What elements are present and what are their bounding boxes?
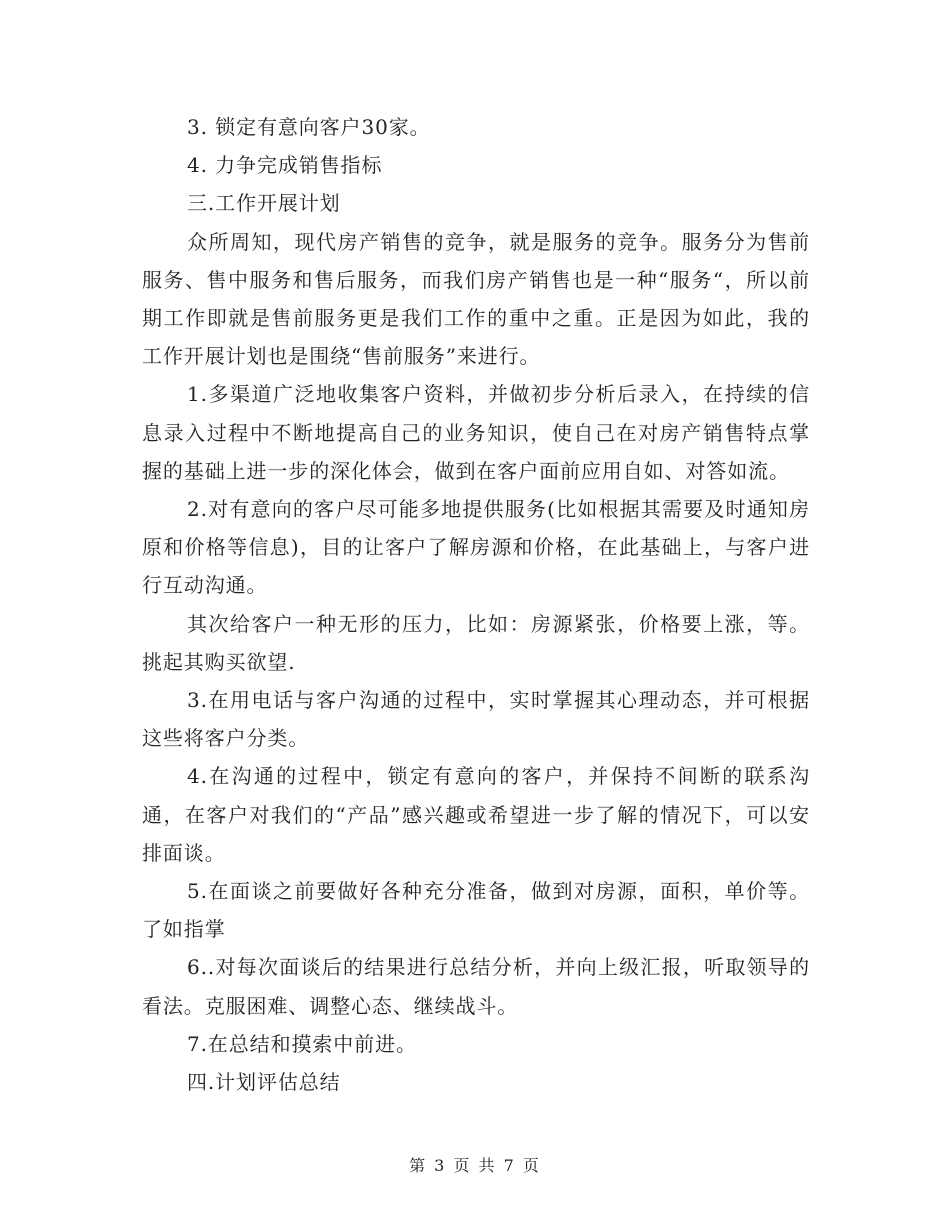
document-body (142, 108, 810, 1101)
plan-item-2-followup: 其次给客户一种无形的压力，比如：房源紧张，价格要上涨，等。挑起其购买欲望. (142, 611, 810, 674)
plan-item-4: 4.在沟通的过程中，锁定有意向的客户，并保持不间断的联系沟通，在客户对我们的“产品”感兴趣或希望进一步了解的情况下，可以安排面谈。 (142, 764, 810, 865)
plan-item-6: 6..对每次面谈后的结果进行总结分析，并向上级汇报，听取领导的看法。克服困难、调整心态、继续战斗。 (142, 955, 810, 1018)
plan-item-5: 5.在面谈之前要做好各种充分准备，做到对房源，面积，单价等。了如指掌 (142, 879, 810, 942)
section-heading-work-plan: 三.工作开展计划 (187, 191, 341, 216)
section-heading-evaluation: 四.计划评估总结 (187, 1070, 341, 1095)
intro-paragraph: 众所周知，现代房产销售的竞争，就是服务的竞争。服务分为售前服务、售中服务和售后服务，而我们房产销售也是一种“服务“，所以前期工作即就是售前服务更是我们工作的重中之重。正是因为如此，我的工作开展计划也是围绕“售前服务”来进行。 (142, 229, 810, 369)
goal-item-4: 4. 力争完成销售指标 (187, 153, 383, 178)
goal-item-3: 3. 锁定有意向客户30家。 (187, 115, 431, 139)
page-footer: 第 3 页 共 7 页 (409, 1156, 541, 1175)
plan-item-1: 1.多渠道广泛地收集客户资料，并做初步分析后录入，在持续的信息录入过程中不断地提高自己的业务知识，使自己在对房产销售特点掌握的基础上进一步的深化体会，做到在客户面前应用自如、对答如流。 (142, 382, 810, 483)
plan-item-3: 3.在用电话与客户沟通的过程中，实时掌握其心理动态，并可根据这些将客户分类。 (142, 688, 810, 751)
plan-item-2: 2.对有意向的客户尽可能多地提供服务(比如根据其需要及时通知房原和价格等信息)，目的让客户了解房源和价格，在此基础上，与客户进行互动沟通。 (142, 497, 810, 598)
plan-item-7: 7.在总结和摸索中前进。 (187, 1031, 417, 1056)
